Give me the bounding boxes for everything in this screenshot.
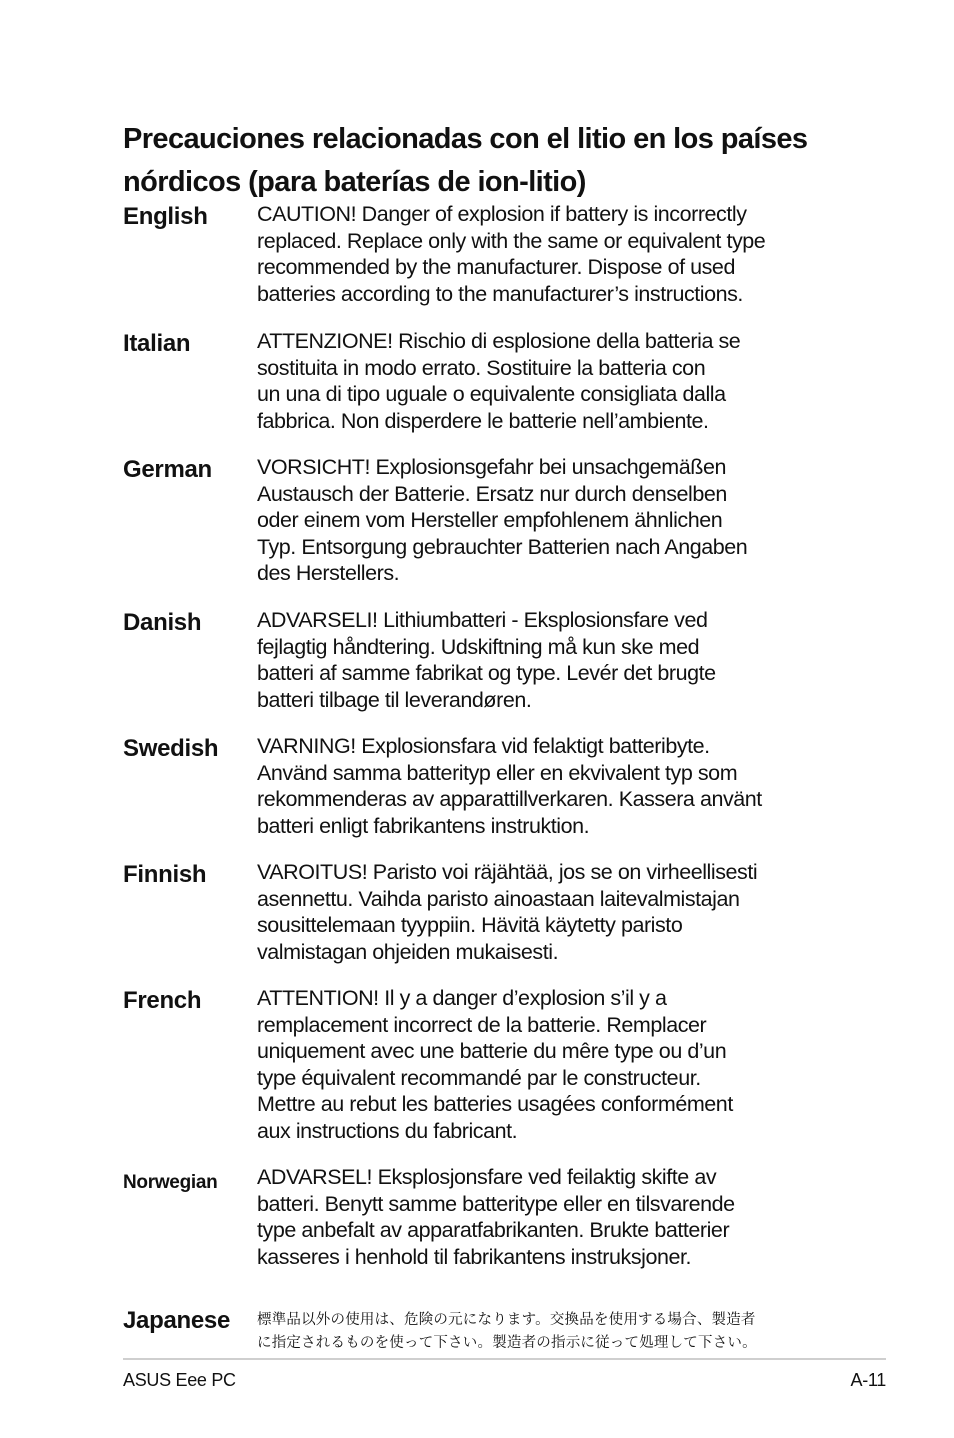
language-label: Finnish [123,861,207,888]
warning-text: VORSICHT! Explosionsgefahr bei unsachgemäßen Austausch der Batterie. Ersatz nur durch denselben oder einem vom Hersteller empfohlenem ähnlichen Typ. Entsorgung gebrauchter Batterien nach Angaben des Herstellers. [257,455,748,585]
language-label: Danish [123,609,202,636]
warning-text: VARNING! Explosionsfara vid felaktigt batteribyte. Använd samma batterityp eller en ekvivalent typ som rekommenderas av apparattillverkaren. Kassera använt batteri enligt fabrikantens instruktion. [257,734,762,838]
warning-text: ATTENZIONE! Rischio di esplosione della batteria se sostituita in modo errato. Sostituire la batteria con un una di tipo uguale o equivalente consigliata dalla fabbrica. Non disperdere le batterie nell’ambiente. [257,329,741,433]
language-label: Norwegian [123,1172,218,1193]
warning-text: CAUTION! Danger of explosion if battery is incorrectly replaced. Replace only with the same or equivalent type recommended by the manufacturer. Dispose of used batteries according to the manufacturer’s instructions. [257,202,766,306]
language-label: English [123,203,208,230]
footer-divider [123,1358,886,1360]
page-title: Precauciones relacionadas con el litio en los países nórdicos (para baterías de ion-litio) [123,123,808,198]
warning-text: VAROITUS! Paristo voi räjähtää, jos se on virheellisesti asennettu. Vaihda paristo ainoastaan laitevalmistajan sousittelemaan tyyppiin. Hävitä käytetty paristo valmistagan ohjeiden mukaisesti. [257,860,758,964]
warning-text: ADVARSEL! Eksplosjonsfare ved feilaktig skifte av batteri. Benytt samme batteritype eller en tilsvarende type anbefalt av apparatfabrikanten. Brukte batterier kasseres i henhold til fabrikantens instruksjoner. [257,1165,735,1269]
warning-text: ADVARSELI! Lithiumbatteri - Eksplosionsfare ved fejlagtig håndtering. Udskiftning må kun ske med batteri af samme fabrikat og type. Levér det brugte batteri tilbage til leverandøren. [257,608,716,712]
warning-text: ATTENTION! Il y a danger d’explosion s’il y a remplacement incorrect de la batterie. Remplacer uniquement avec une batterie du mêre type ou d’un type équivalent recommandé par le constructeur. Mettre au rebut les batteries usagées conformément aux instructions du fabricant. [257,986,733,1143]
footer-page-number: A-11 [850,1370,886,1390]
footer-product-name: ASUS Eee PC [123,1370,236,1390]
language-label: French [123,987,202,1014]
language-label: Japanese [123,1307,231,1334]
language-label: German [123,456,212,483]
language-label: Swedish [123,735,219,762]
warning-text: 標準品以外の使用は、危険の元になります。交換品を使用する場合、製造者 に指定されるものを使って下さい。製造者の指示に従って処理して下さい。 [257,1312,757,1351]
language-label: Italian [123,330,191,357]
